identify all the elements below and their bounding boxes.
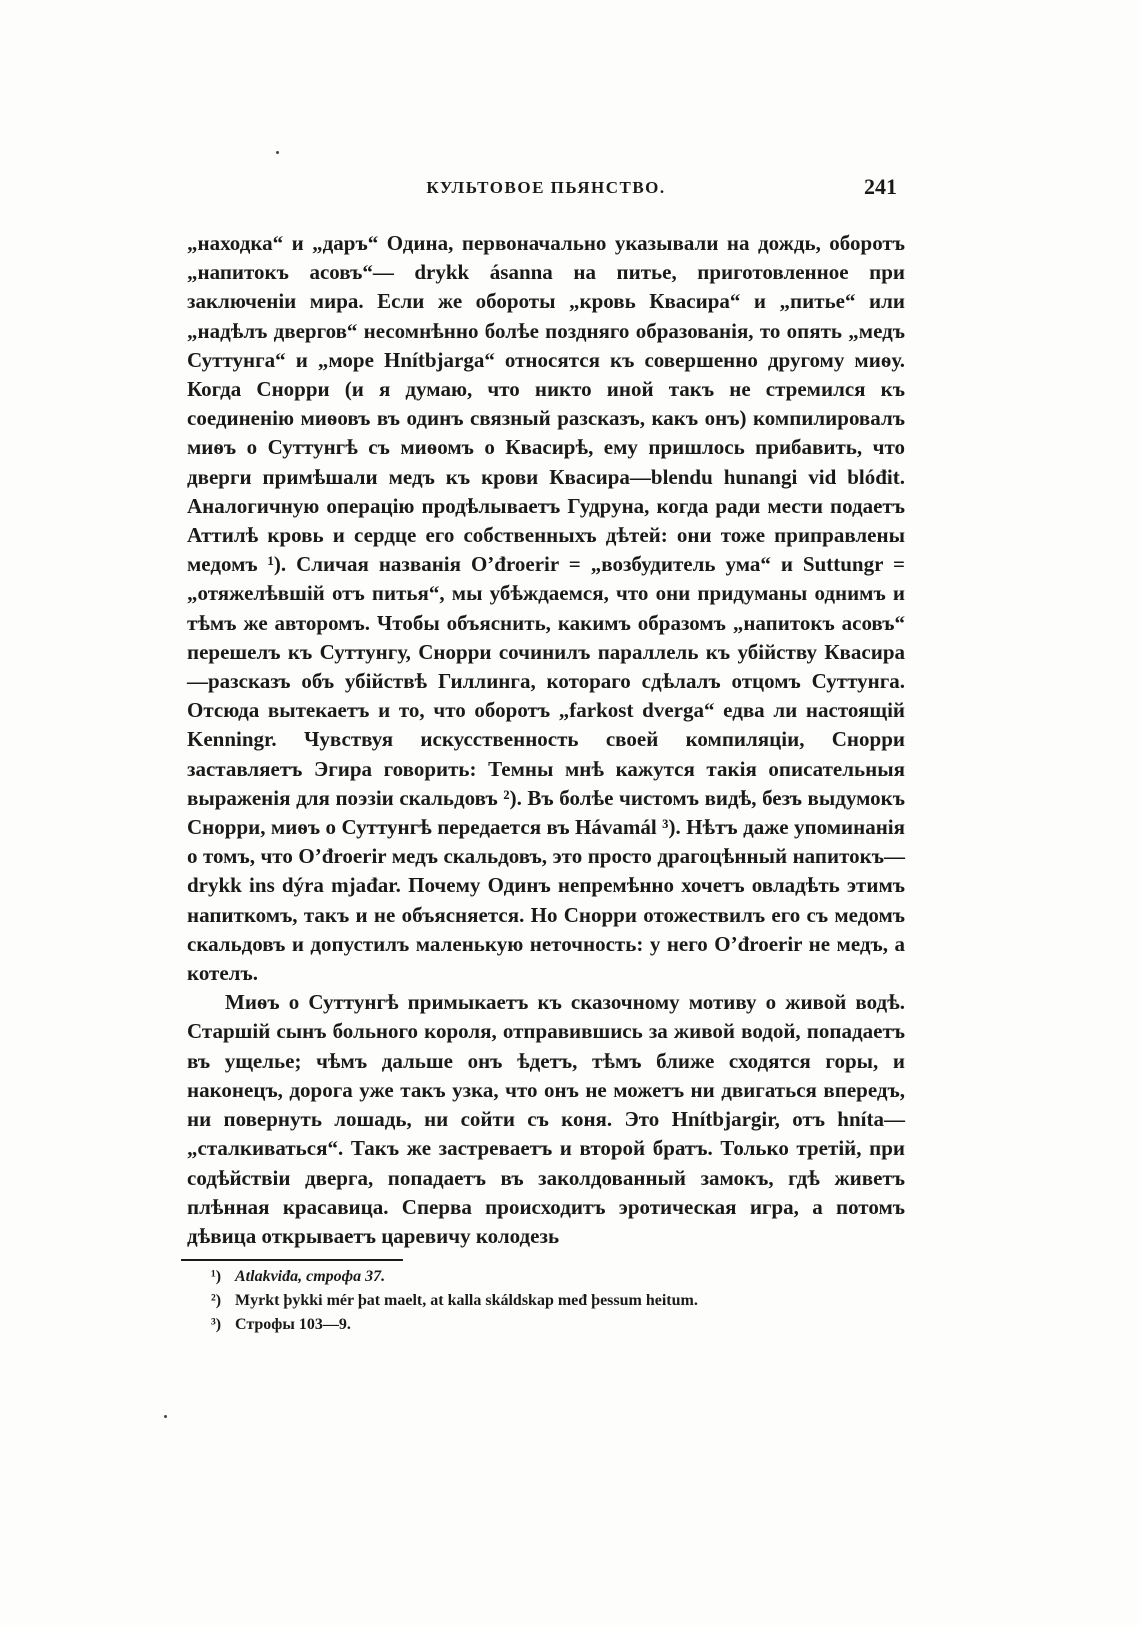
footnote-1 [211,1265,891,1289]
footnote-mark: ³) [211,1316,222,1333]
footnote-2 [211,1289,891,1313]
footnote-mark: ²) [211,1292,222,1309]
footnote-text: Строфы 103—9. [235,1316,351,1333]
footnote-text: Myrkt þykki mér þat maelt, at kalla skáldskap međ þessum heitum. [235,1292,698,1309]
running-title: КУЛЬТОВОЕ ПЬЯНСТВО. [426,178,666,197]
page-number: 241 [864,174,897,199]
paragraph-suttung-myth: Миѳъ о Суттунгѣ примыкаетъ къ сказочному мотиву о живой водѣ. Старшiй сынъ больного короля, отправившись за живой водой, попадаетъ въ ущелье; чѣмъ дальше онъ ѣдетъ, тѣмъ ближе сходятся горы, и наконецъ, дорога уже такъ узка, что онъ не можетъ ни двигаться впередъ, ни повернуть лошадь, ни сойти съ коня. Это Hnítbjargir, отъ hníta—„сталкиваться“. Такъ же застреваетъ и второй братъ. Только третiй, при содѣйствiи дверга, попадаетъ въ заколдованный замокъ, гдѣ живетъ плѣнная красавица. Сперва происходитъ эротическая игра, а потомъ дѣвица открываетъ царевичу колодезь [187,990,905,1248]
footnote-separator [181,1259,403,1261]
scan-speck [164,1415,167,1418]
footnotes [211,1265,891,1337]
footnote-text: Atlakviđa, строфа 37. [235,1268,386,1285]
scan-speck [276,151,279,154]
page-header [187,174,905,208]
footnote-mark: ¹) [211,1268,222,1285]
paragraph-continued: „находка“ и „даръ“ Одина, первоначально указывали на дождь, оборотъ „напитокъ асовъ“— drykk ásanna на питье, приготовленное при заключенiи мира. Если же обороты „кровь Квасира“ и „питье“ или „надѣлъ двергов“ несомнѣнно болѣе поздняго образованiя, то опять „медъ Суттунга“ и „море Hnítbjarga“ относятся къ совершенно другому миѳу. Когда Снорри (и я думаю, что никто иной такъ не стремился къ соединенiю миѳовъ въ одинъ связный разсказъ, какъ онъ) компилировалъ миѳъ о Суттунгѣ съ миѳомъ о Квасирѣ, ему пришлось прибавить, что дверги примѣшали медъ къ крови Квасира—blendu hunangi vid blóđit. Аналогичную операцiю продѣлываетъ Гудруна, когда ради мести подаетъ Аттилѣ кровь и сердце его собственныхъ дѣтей: они тоже приправлены медомъ ¹). Сличая названiя O’đroerir = „возбудитель ума“ и Suttungr = „отяжелѣвшiй отъ питья“, мы убѣждаемся, что они придуманы однимъ и тѣмъ же авторомъ. Чтобы объяснить, какимъ образомъ „напитокъ асовъ“ перешелъ къ Суттунгу, Снорри сочинилъ параллель къ убiйству Квасира—разсказъ объ убiйствѣ Гиллинга, котораго сдѣлалъ отцомъ Суттунга. Отсюда вытекаетъ и то, что оборотъ „farkost dverga“ едва ли настоящiй Kenningr. Чувствуя искусственность своей компиляцiи, Снорри заставляетъ Эгира говорить: Темны мнѣ кажутся такiя описательныя выраженiя для поэзiи скальдовъ ²). Въ болѣе чистомъ видѣ, безъ выдумокъ Снорри, миѳъ о Суттунгѣ передается въ Hávamál ³). Нѣтъ даже упоминанiя о томъ, что O’đroerir медъ скальдовъ, это просто драгоцѣнный напитокъ—drykk ins dýra mjađar. Почему Одинъ непремѣнно хочетъ овладѣть этимъ напиткомъ, такъ и не объясняется. Но Снорри отожествилъ его съ медомъ скальдовъ и допустилъ маленькую неточность: у него O’đroerir не медъ, а котелъ. [187,231,905,986]
body-text [187,229,905,1251]
footnote-3 [211,1313,891,1337]
